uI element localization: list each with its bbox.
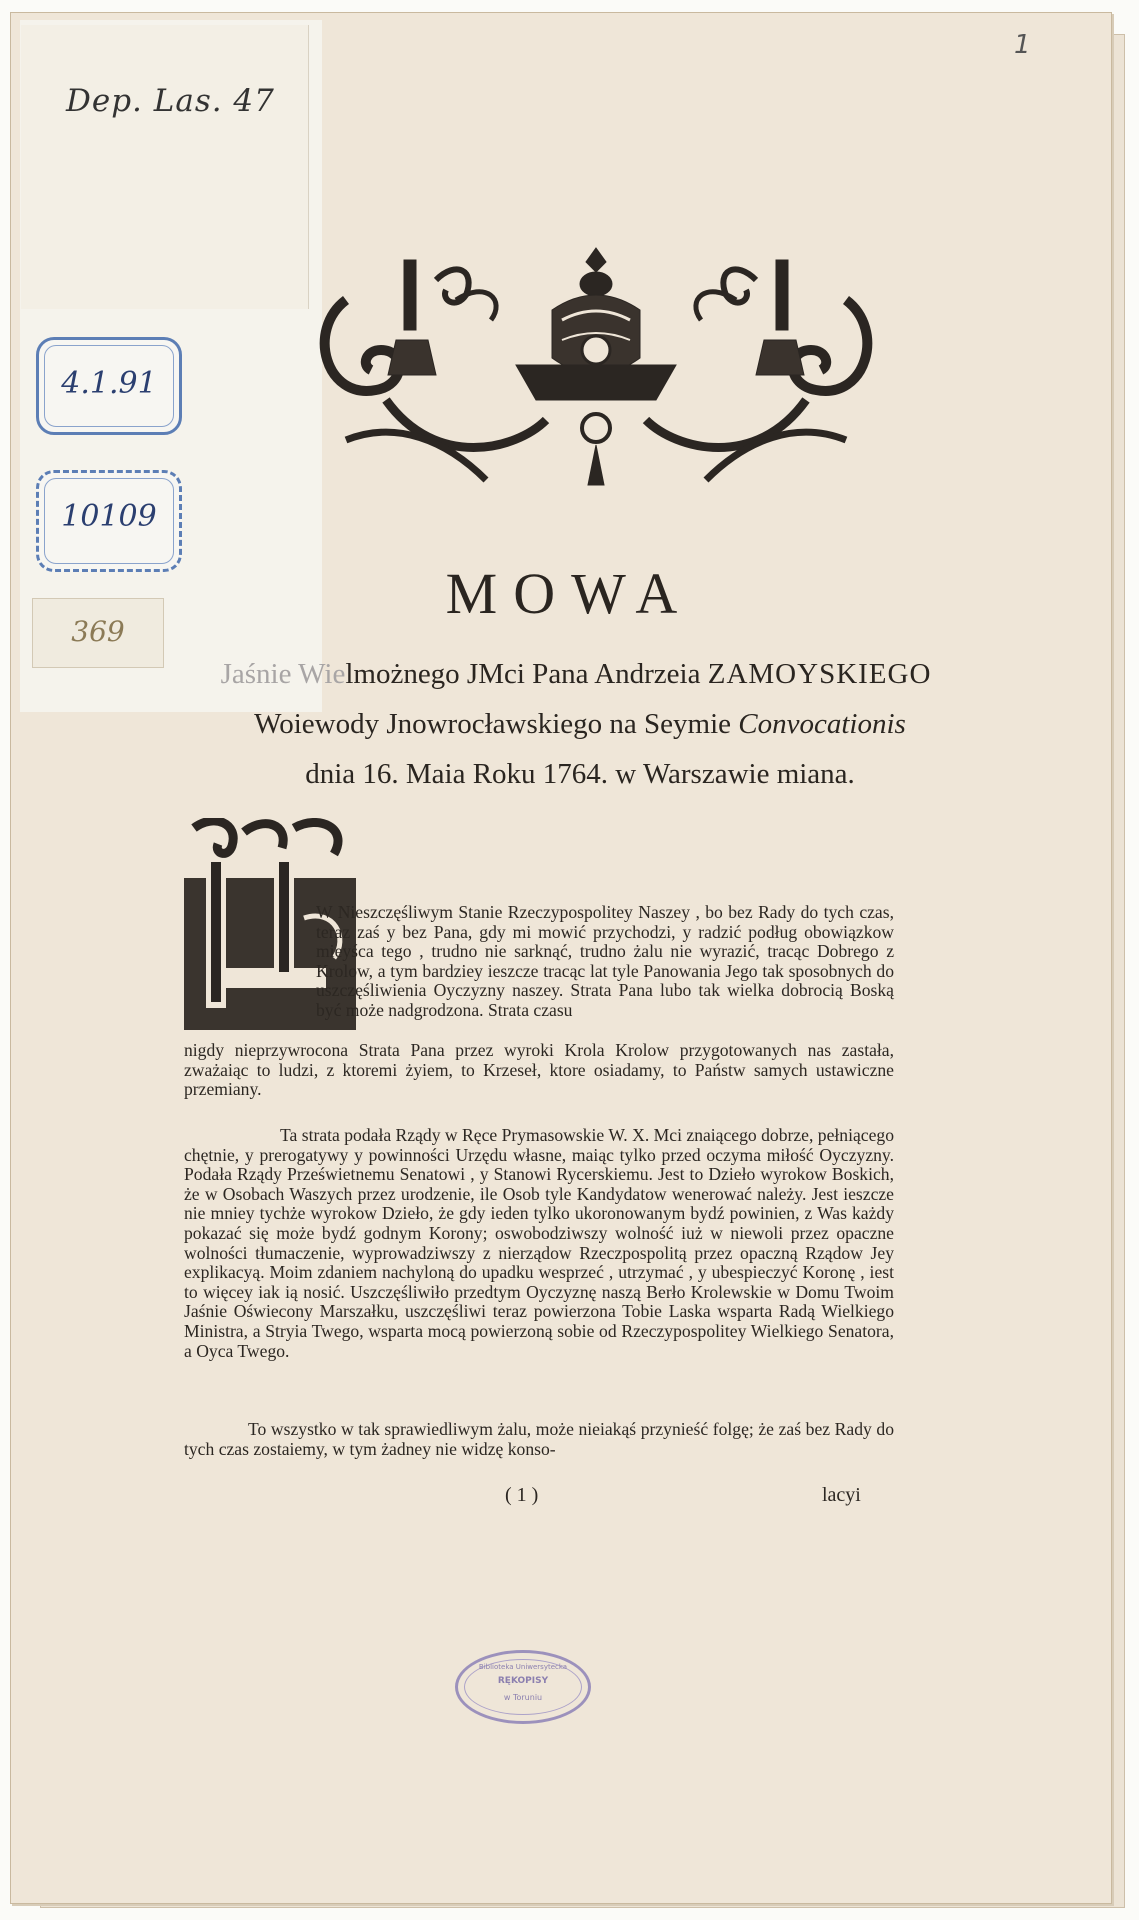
subtitle-faint-text: Jaśnie Wie bbox=[220, 658, 346, 690]
signature-mark: ( 1 ) bbox=[505, 1484, 539, 1506]
sticker-a-text: 4.1.91 bbox=[61, 366, 157, 401]
sticker-b-text: 10109 bbox=[61, 499, 157, 534]
paragraph-2: Ta strata podała Rządy w Ręce Prymasowskie W. X. Mci znaiącego dobrze, pełniącego chętnie, y prerogatywy y powinności Urzędu własne, maiąc tylko przed oczyma miłość Oyczyzny. Podała Rządy Prześwietnemu Senatowi , y Stanowi Rycerskiemu. Jest to Dzieło wyrokow Boskich, że w Osobach Waszych przez urodzenie, ile Osob tyle Kandydatow wenerować należy. Jest ieszcze nie mniey tychże wyrokow Dzieło, że gdy ieden tylko ukoronowanym bydź powinien, z Was każdy pokazać się może bydź godnym Korony; oswobodziwszy wolność iuż w niewoli przez opaczne wolności tłumaczenie, wyprowadziwszy z nierządow Rzeczpospolitą przez opaczną Rządow Jey explikacyą. Moim zdaniem nachyloną do upadku wesprzeć , utrzymać , y ubespieczyć Koronę , iest to więcey iak ią nosić. Uszczęśliwiło przedtym Oyczyznę naszą Berło Krolewskie w Domu Twoim Jaśnie Oświecony Marszałku, uszczęśliwi teraz powierzona Tobie Laska wsparta Radą Wielkiego Ministra, a Stryia Twego, wsparta mocą powierzoną sobie od Rzeczypospolitey Wielkiego Senatora, a Oyca Twego. bbox=[184, 1125, 894, 1361]
subtitle-line-2-text: Woiewody Jnowrocławskiego na Seymie bbox=[254, 708, 732, 740]
subtitle-line-2 bbox=[90, 708, 1070, 741]
shelfmark-text: Dep. Las. 47 bbox=[66, 83, 275, 119]
tag-text: 369 bbox=[71, 615, 125, 648]
subtitle-name: ZAMOYSKIEGO bbox=[707, 658, 932, 690]
catalog-sticker-a bbox=[36, 337, 182, 435]
catalog-sticker-b bbox=[36, 470, 182, 572]
subtitle-italic: Convocationis bbox=[738, 708, 906, 740]
stamp-line-3: w Toruniu bbox=[503, 1693, 543, 1702]
library-stamp bbox=[455, 1650, 591, 1724]
document-title: MOWA bbox=[445, 561, 694, 626]
ornamental-headpiece bbox=[316, 240, 876, 502]
paragraph-1-indented: W Nieszczęśliwym Stanie Rzeczypospolitey Naszey , bo bez Rady do tych czas, teraz zaś y bez Pana, gdy mi mowić przychodzi, y radzić podług obowiązkow mieyśca tego , trudno nie sarknąć, trudno żalu nie wyrazić, tracąc Dobrego z Krolow, a tym bardziey ieszcze tracąc lat tyle Panowania Jego tak sposobnych do uszczęśliwienia Oyczyzny naszey. Strata Pana lubo tak wielka dobrocią Boską być może nadgrodzona. Strata czasu bbox=[316, 902, 894, 1020]
subtitle-line-1-text: lmożnego JMci Pana Andrzeia bbox=[345, 658, 701, 690]
page-number: 1 bbox=[1014, 30, 1031, 60]
catchword: lacyi bbox=[822, 1484, 861, 1506]
paragraph-1-continued: nigdy nieprzywrocona Strata Pana przez wyroki Krola Krolow przygotowanych nas zastała, zważaiąc to ludzi, z ktoremi żyiem, to Krzeseł, ktore osiadamy, to Państw samych ustawiczne przemiany. bbox=[184, 1040, 894, 1100]
subtitle-line-3: dnia 16. Maia Roku 1764. w Warszawie miana. bbox=[305, 758, 855, 790]
stamp-line-1: Biblioteka Uniwersytecka bbox=[478, 1663, 568, 1671]
subtitle-line-1 bbox=[76, 658, 1076, 691]
paragraph-3: To wszystko w tak sprawiedliwym żalu, może nieiakąś przynieść folgę; że zaś bez Rady do tych czas zostaiemy, w tym żadney nie widzę konso- bbox=[184, 1419, 894, 1459]
stamp-line-2: RĘKOPISY bbox=[497, 1676, 549, 1686]
shelfmark-label bbox=[21, 25, 309, 309]
